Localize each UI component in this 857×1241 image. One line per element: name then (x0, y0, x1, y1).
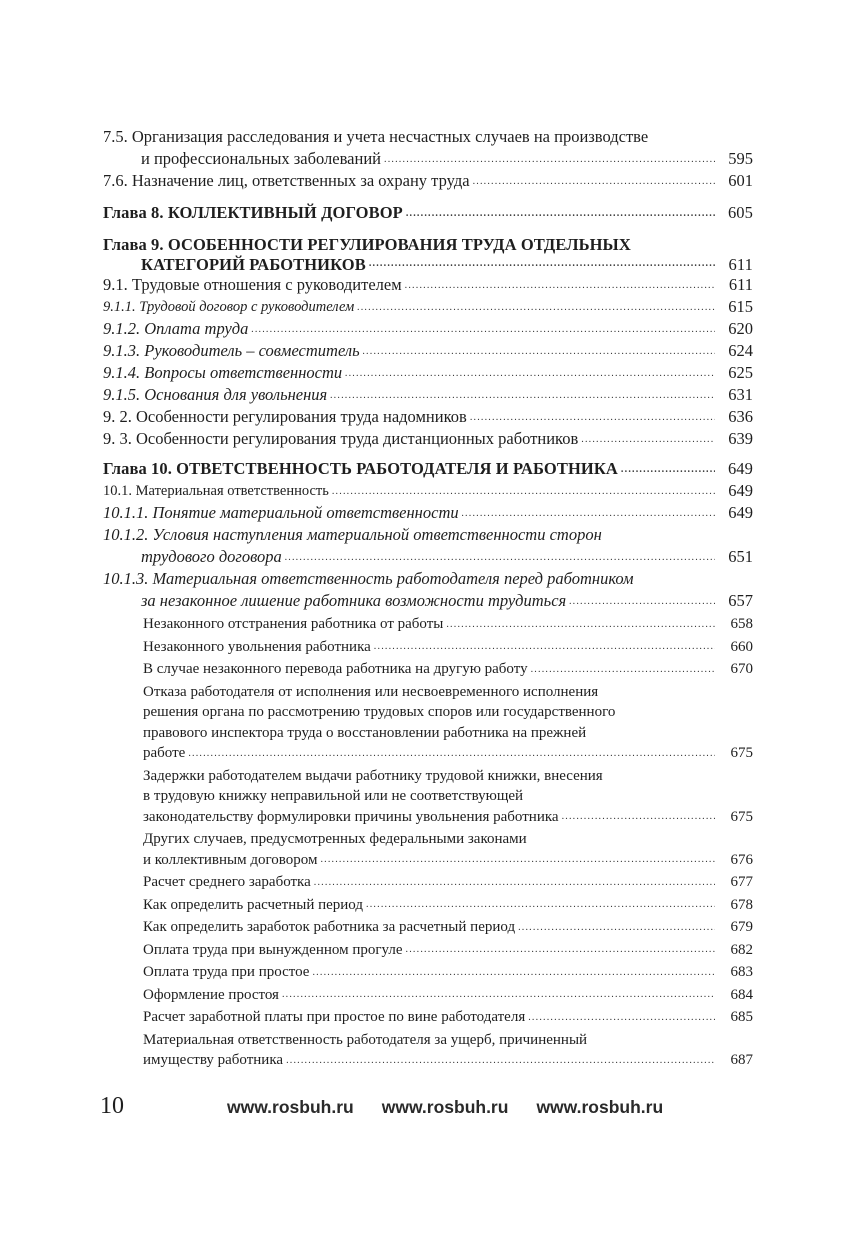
toc-entry-title: В случае незаконного перевода работника на другую работу (143, 661, 528, 677)
toc-page-number: 687 (730, 1052, 753, 1068)
dot-leader (531, 665, 715, 675)
dot-leader (384, 155, 715, 165)
dot-leader (528, 1013, 715, 1023)
toc-entry-title: в трудовую книжку неправильной или не соответствующей (143, 788, 524, 804)
toc-entry-title: 9. 2. Особенности регулирования труда надомников (103, 407, 467, 426)
toc-entry-10-1-2[interactable] (103, 524, 753, 568)
dot-leader (285, 553, 715, 563)
toc-page-number: 683 (730, 964, 753, 980)
dot-leader (446, 620, 715, 630)
toc-page-number: 595 (728, 149, 753, 168)
toc-page-number: 631 (728, 385, 753, 404)
footer-url[interactable]: www.rosbuh.ru (381, 1097, 509, 1117)
toc-entry-10-1[interactable] (103, 480, 753, 502)
toc-page-number: 684 (730, 986, 753, 1003)
toc-page-number: 677 (730, 874, 753, 890)
toc-entry-9-1-3[interactable] (103, 340, 753, 362)
toc-entry-10-1-3[interactable] (103, 568, 753, 612)
toc-entry-9-1[interactable] (103, 274, 753, 296)
toc-entry-title: 9.1.3. Руководитель – совместитель (103, 341, 360, 360)
toc-entry-title: 9.1.1. Трудовой договор с руководителем (103, 299, 355, 315)
toc-chapter-10[interactable] (103, 458, 753, 480)
toc-subentry[interactable] (143, 917, 753, 938)
dot-leader (405, 281, 715, 291)
toc-entry-9-3[interactable] (103, 428, 753, 450)
dot-leader (314, 878, 715, 888)
toc-entry-title: за незаконное лишение работника возможности трудиться (141, 591, 567, 610)
toc-subentry[interactable] (143, 985, 753, 1006)
toc-page-number: 657 (728, 591, 753, 610)
toc-subentry[interactable] (143, 637, 753, 658)
toc-page-number: 660 (730, 638, 753, 655)
toc-entry-title: Отказа работодателя от исполнения или несвоевременного исполнения (143, 683, 599, 700)
toc-entry-title: Задержки работодателем выдачи работнику трудовой книжки, внесения (143, 767, 603, 784)
toc-entry-title: работе (143, 745, 186, 761)
dot-leader (357, 303, 715, 313)
toc-page-number: 611 (728, 255, 753, 274)
toc-chapter-title: Глава 9. ОСОБЕННОСТИ РЕГУЛИРОВАНИЯ ТРУДА ОТДЕЛЬНЫХ (103, 235, 631, 254)
toc-entry-title: 9.1.5. Основания для увольнения (103, 385, 328, 404)
toc-entry-title: и коллективным договором (143, 851, 318, 868)
toc-entry-7-5[interactable] (103, 126, 753, 170)
toc-entry-title: Незаконного отстранения работника от работы (143, 616, 444, 632)
toc-page-number: 636 (728, 407, 753, 426)
toc-chapter-9[interactable] (103, 234, 753, 274)
dot-leader (363, 347, 715, 357)
toc-page-number: 682 (730, 941, 753, 958)
toc-subentry[interactable] (143, 1007, 753, 1028)
toc-page-number: 624 (728, 341, 753, 360)
toc-subentry[interactable] (143, 829, 753, 870)
dot-leader (369, 259, 715, 269)
toc-page-number: 611 (728, 275, 753, 294)
toc-entry-7-6[interactable] (103, 170, 753, 192)
toc-page-number: 601 (728, 171, 753, 190)
toc-subentries (103, 614, 753, 1071)
toc-page-number: 625 (728, 363, 753, 382)
toc-page-number: 678 (730, 896, 753, 913)
toc-entry-title: законодательству формулировки причины увольнения работника (143, 808, 559, 825)
toc-subentry[interactable] (143, 895, 753, 916)
toc-subentry[interactable] (143, 682, 753, 764)
toc-entry-title: 9.1.2. Оплата труда (103, 319, 249, 338)
toc-entry-title: Расчет заработной платы при простое по вине работодателя (143, 1009, 526, 1025)
toc-entry-title: Материальная ответственность работодателя за ущерб, причиненный (143, 1031, 588, 1048)
toc-entry-9-1-1[interactable] (103, 296, 753, 318)
toc-page-number: 649 (728, 481, 753, 500)
toc-page-number: 658 (730, 616, 753, 632)
dot-leader (374, 642, 715, 652)
dot-leader (286, 1056, 715, 1066)
toc-subentry[interactable] (143, 659, 753, 680)
toc-entry-title: 7.5. Организация расследования и учета несчастных случаев на производстве (103, 127, 649, 146)
dot-leader (282, 990, 715, 1000)
toc-entry-title: Как определить расчетный период (143, 896, 364, 913)
toc-entry-title: Оплата труда при вынужденном прогуле (143, 941, 403, 958)
toc-entry-title: Незаконного увольнения работника (143, 638, 371, 655)
toc-page-number: 675 (730, 808, 753, 825)
toc-entry-title: Расчет среднего заработка (143, 874, 311, 890)
dot-leader (470, 413, 715, 423)
toc-entry-title: Оплата труда при простое (143, 964, 310, 980)
toc-page-number: 649 (728, 503, 753, 522)
toc-entry-9-1-2[interactable] (103, 318, 753, 340)
dot-leader (188, 749, 715, 759)
toc-entry-title: имуществу работника (143, 1052, 284, 1068)
toc-chapter-title: КАТЕГОРИЙ РАБОТНИКОВ (141, 255, 366, 274)
toc-page-number: 605 (727, 203, 753, 222)
toc-entry-title: 10.1. Материальная ответственность (103, 483, 329, 499)
toc-chapter-8[interactable] (103, 202, 753, 224)
footer-urls (227, 1097, 663, 1118)
dot-leader (251, 325, 715, 335)
toc-entry-9-1-4[interactable] (103, 362, 753, 384)
toc-subentry[interactable] (143, 872, 753, 893)
toc-page-number: 649 (727, 459, 753, 478)
toc-entry-title: 10.1.2. Условия наступления материальной ответственности сторон (103, 525, 602, 544)
toc-page-number: 620 (728, 319, 753, 338)
dot-leader (462, 509, 715, 519)
toc-chapter-title: Глава 8. КОЛЛЕКТИВНЫЙ ДОГОВОР (103, 203, 403, 222)
toc-entry-title: правового инспектора труда о восстановлении работника на прежней (143, 724, 587, 741)
toc-entry-title: 9.1.4. Вопросы ответственности (103, 363, 343, 382)
toc-page-number: 651 (728, 547, 753, 566)
toc-entry-title: Как определить заработок работника за расчетный период (143, 919, 516, 935)
table-of-contents (103, 126, 753, 1071)
toc-subentry[interactable] (143, 614, 753, 635)
dot-leader (562, 812, 715, 822)
dot-leader (332, 487, 715, 497)
dot-leader (366, 900, 715, 910)
toc-entry-title: 9. 3. Особенности регулирования труда дистанционных работников (103, 429, 579, 448)
toc-entry-title: 7.6. Назначение лиц, ответственных за охрану труда (103, 171, 470, 190)
toc-entry-9-2[interactable] (103, 406, 753, 428)
dot-leader (312, 968, 715, 978)
toc-entry-9-1-5[interactable] (103, 384, 753, 406)
toc-page-number: 685 (730, 1009, 753, 1025)
dot-leader (473, 177, 715, 187)
toc-entry-title: Оформление простоя (143, 986, 279, 1003)
dot-leader (518, 923, 715, 933)
page-footer (100, 1093, 760, 1123)
toc-subentry[interactable] (143, 1030, 753, 1071)
toc-page-number: 639 (728, 429, 753, 448)
page-number: 10 (100, 1093, 124, 1119)
toc-entry-title: 9.1. Трудовые отношения с руководителем (103, 275, 402, 294)
dot-leader (581, 435, 715, 445)
dot-leader (569, 597, 715, 607)
toc-entry-title: Других случаев, предусмотренных федеральными законами (143, 831, 527, 847)
toc-subentry[interactable] (143, 962, 753, 983)
dot-leader (406, 945, 715, 955)
dot-leader (330, 391, 715, 401)
toc-page-number: 679 (730, 919, 753, 935)
footer-url[interactable]: www.rosbuh.ru (536, 1097, 664, 1117)
toc-entry-title: трудового договора (141, 547, 282, 566)
toc-entry-title: решения органа по рассмотрению трудовых споров или государственного (143, 704, 616, 720)
toc-entry-title: 10.1.3. Материальная ответственность работодателя перед работником (103, 569, 634, 588)
toc-page-number: 676 (730, 851, 753, 868)
dot-leader (621, 465, 715, 475)
toc-entry-title: 10.1.1. Понятие материальной ответственности (103, 503, 459, 522)
dot-leader (320, 855, 715, 865)
toc-page-number: 675 (730, 745, 753, 761)
toc-entry-title: и профессиональных заболеваний (141, 149, 381, 168)
toc-subentry[interactable] (143, 940, 753, 961)
toc-subentry[interactable] (143, 766, 753, 828)
toc-chapter-title: Глава 10. ОТВЕТСТВЕННОСТЬ РАБОТОДАТЕЛЯ И РАБОТНИКА (103, 459, 618, 478)
dot-leader (345, 369, 715, 379)
footer-url[interactable]: www.rosbuh.ru (227, 1097, 354, 1117)
dot-leader (406, 209, 715, 219)
toc-page-number: 670 (730, 661, 753, 677)
toc-entry-10-1-1[interactable] (103, 502, 753, 524)
toc-page-number: 615 (728, 297, 753, 316)
